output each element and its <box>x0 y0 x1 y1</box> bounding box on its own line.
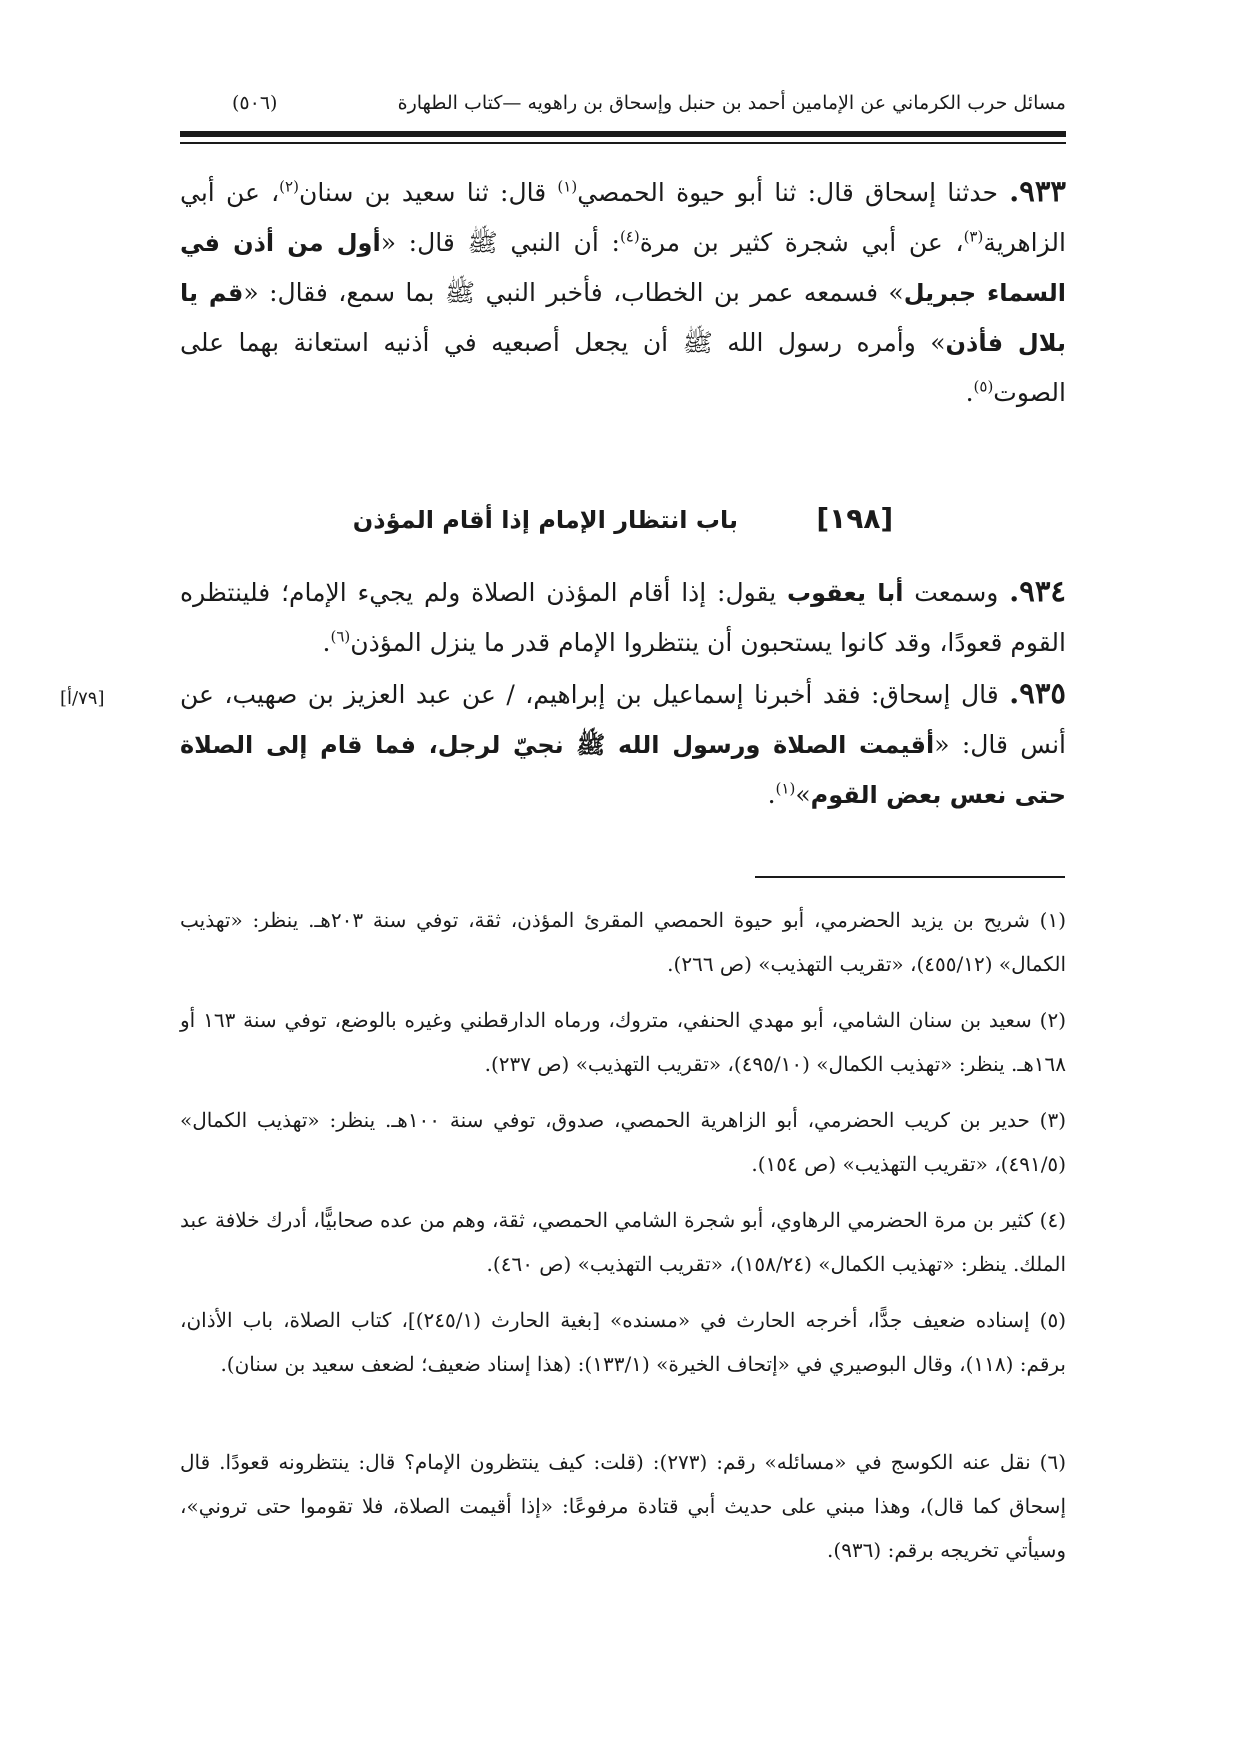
footnote-ref: (٦) <box>330 627 351 646</box>
text: : أن النبي ﷺ قال: « <box>380 228 620 257</box>
text: قال إسحاق: فقد أخبرنا إسماعيل بن إبراهيم، / عن عبد العزيز بن صهيب، عن أنس قال: « <box>180 680 1067 759</box>
paragraph-933 <box>180 166 1066 418</box>
header-title: مسائل حرب الكرماني عن الإمامين أحمد بن حنبل وإسحاق بن راهويه —كتاب الطهارة <box>397 92 1066 114</box>
footnote-3: (٣) حدير بن كريب الحضرمي، أبو الزاهرية الحمصي، صدوق، توفي سنة ١٠٠هـ. ينظر: «تهذيب الكمال» (٤٩١/٥)، «تقريب التهذيب» (ص ١٥٤). <box>180 1108 1066 1176</box>
margin-folio-note: [٧٩/أ] <box>60 688 105 709</box>
entry-number: ٩٣٥. <box>1009 676 1066 710</box>
footnote-ref: (٥) <box>973 377 994 396</box>
hadith-text: أقيمت الصلاة ورسول الله ﷺ نجيّ لرجل، فما قام إلى الصلاة حتى نعس بعض القوم <box>180 731 1066 809</box>
footnote-ref: (٢) <box>279 177 299 196</box>
text: » <box>795 780 811 809</box>
footnote-ref: (١) <box>775 779 796 798</box>
text: » وأمره رسول الله ﷺ أن يجعل أصبعيه في أذنيه استعانة بهما على الصوت <box>180 328 1066 407</box>
bold-name: أبا يعقوب <box>786 579 904 607</box>
text: . <box>767 780 776 809</box>
hadith-text: أول من أذن في السماء جبريل <box>180 229 1067 307</box>
text: حدثنا إسحاق قال: ثنا أبو حيوة الحمصي <box>577 178 1010 207</box>
footnote-4: (٤) كثير بن مرة الحضرمي الرهاوي، أبو شجرة الشامي الحمصي، ثقة، وهم من عده صحابيًّا، أدرك خلافة عبد الملك. ينظر: «تهذيب الكمال» (١٥٨/٢٤)، «تقريب التهذيب» (ص ٤٦٠). <box>180 1208 1066 1276</box>
chapter-number: [١٩٨] <box>816 502 894 535</box>
paragraph-935 <box>180 668 1066 820</box>
text: . <box>322 628 331 657</box>
chapter-heading <box>180 502 1066 535</box>
footnote-5: (٥) إسناده ضعيف جدًّا، أخرجه الحارث في «مسنده» [بغية الحارث (٢٤٥/١)]، كتاب الصلاة، باب الأذان، برقم: (١١٨)، وقال البوصيري في «إتحاف الخيرة» (١٣٣/١): (هذا إسناد ضعيف؛ لضعف سعيد بن سنان). <box>180 1308 1067 1376</box>
header-rule-thin <box>180 142 1066 144</box>
text: » فسمعه عمر بن الخطاب، فأخبر النبي ﷺ بما سمع، فقال: « <box>243 278 904 307</box>
footnote-ref: (١) <box>557 177 578 196</box>
footnote-2: (٢) سعيد بن سنان الشامي، أبو مهدي الحنفي، متروك، ورماه الدارقطني وغيره بالوضع، توفي سنة ١٦٣ أو ١٦٨هـ. ينظر: «تهذيب الكمال» (٤٩٥/١٠)، «تقريب التهذيب» (ص ٢٣٧). <box>180 1008 1067 1076</box>
text: ، عن أبي شجرة كثير بن مرة <box>639 228 964 257</box>
running-header <box>180 86 1066 126</box>
entry-number: ٩٣٣. <box>1009 174 1066 208</box>
text: وسمعت <box>903 578 1010 607</box>
footnote-ref: (٤) <box>619 227 640 246</box>
paragraph-934 <box>180 566 1066 668</box>
text: يقول: إذا أقام المؤذن الصلاة ولم يجيء الإمام؛ فلينتظره القوم قعودًا، وقد كانوا يستحبون أن ينتظروا الإمام قدر ما ينزل المؤذن <box>180 578 1066 657</box>
footnote-6: (٦) نقل عنه الكوسج في «مسائله» رقم: (٢٧٣): (قلت: كيف ينتظرون الإمام؟ قال: ينتظرونه قعودًا. قال إسحاق كما قال)، وهذا مبني على حديث أبي قتادة مرفوعًا: «إذا أقيمت الصلاة، فلا تقوموا حتى تروني»، وسيأتي تخريجه برقم: (٩٣٦). <box>180 1450 1066 1562</box>
text: . <box>965 378 974 407</box>
text: قال: ثنا سعيد بن سنان <box>298 178 558 207</box>
hadith-text: قم يا بلال فأذن <box>180 279 1066 357</box>
footnote-1: (١) شريح بن يزيد الحضرمي، أبو حيوة الحمصي المقرئ المؤذن، ثقة، توفي سنة ٢٠٣هـ. ينظر: «تهذيب الكمال» (٤٥٥/١٢)، «تقريب التهذيب» (ص ٢٦٦). <box>180 908 1067 976</box>
entry-number: ٩٣٤. <box>1009 574 1066 608</box>
chapter-title: باب انتظار الإمام إذا أقام المؤذن <box>352 506 738 534</box>
text: ، عن أبي الزاهرية <box>180 178 1066 257</box>
header-rule-thick <box>180 131 1066 137</box>
footnote-ref: (٣) <box>963 227 984 246</box>
page-number: (٥٠٦) <box>232 92 278 114</box>
footnote-separator <box>755 876 1065 878</box>
